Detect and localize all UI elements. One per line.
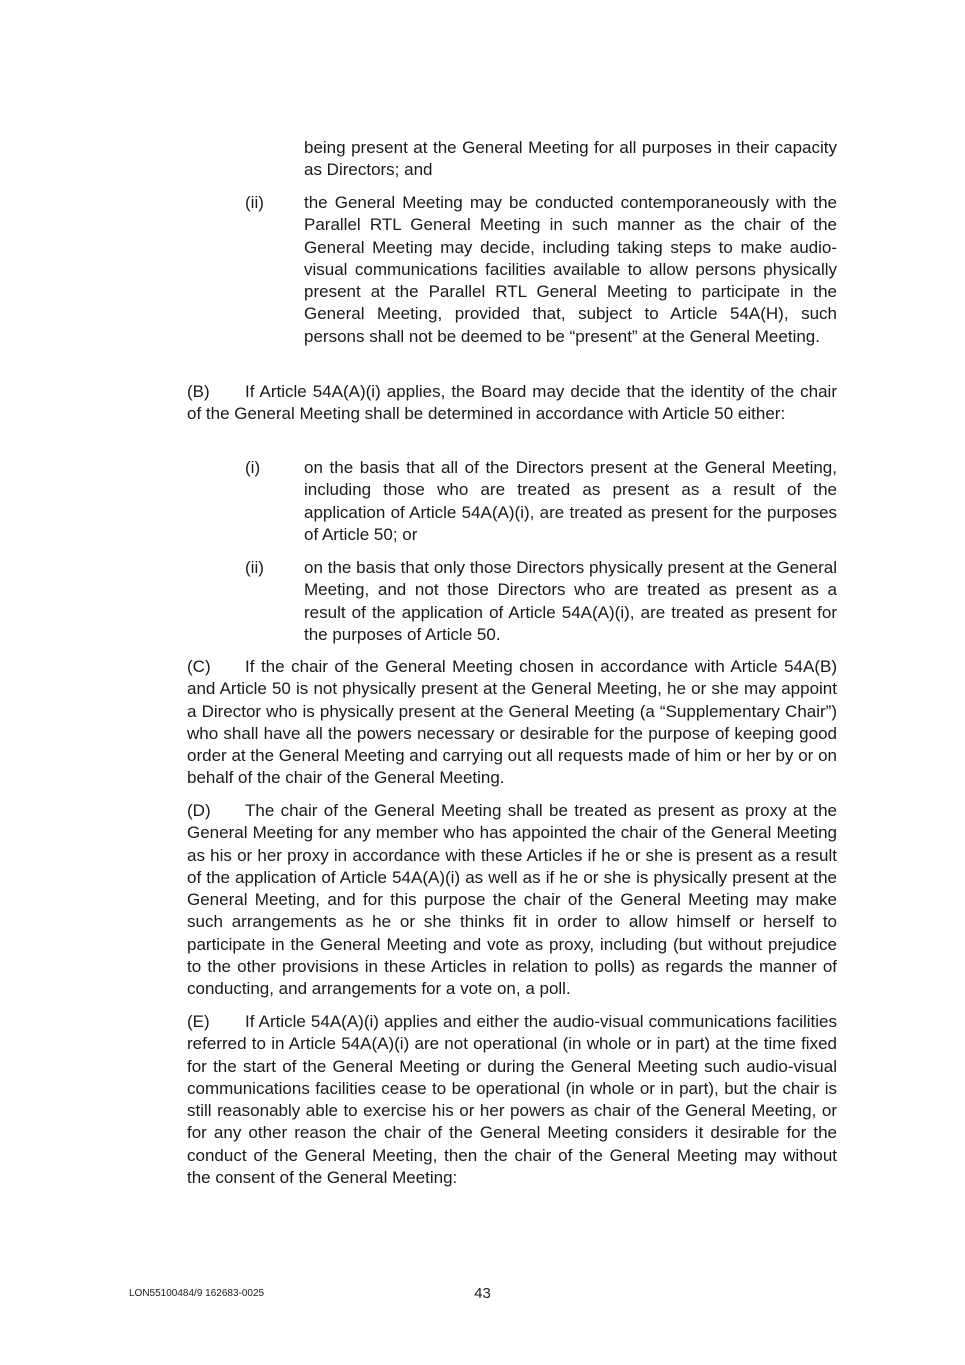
item-b-ii bbox=[245, 557, 837, 646]
paragraph-text: If the chair of the General Meeting chosen in accordance with Article 54A(B) and Article 50 is not physically present at the General Meeting, he or she may appoint a Director who is physically present at the General Meeting (a “Supplementary Chair”) who shall have all the powers necessary or desirable for the purpose of keeping good order at the General Meeting and carrying out all requests made of him or her by or on behalf of the chair of the General Meeting. bbox=[187, 657, 837, 788]
item-label: (i) bbox=[245, 458, 261, 477]
paragraph-text: If Article 54A(A)(i) applies and either the audio-visual communications facilities referred to in Article 54A(A)(i) are not operational (in whole or in part) at the time fixed for the start of the General Meeting or during the General Meeting such audio-visual communications facilities cease to be operational (in whole or in part), but the chair is still reasonably able to exercise his or her powers as chair of the General Meeting, or for any other reason the chair of the General Meeting considers it desirable for the conduct of the General Meeting, then the chair of the General Meeting may without the consent of the General Meeting: bbox=[187, 1012, 837, 1188]
item-ii-top bbox=[245, 192, 837, 348]
document-reference: LON55100484/9 162683-0025 bbox=[129, 1288, 265, 1299]
paragraph-c bbox=[187, 656, 837, 790]
paragraph-text: If Article 54A(A)(i) applies, the Board may decide that the identity of the chair of the General Meeting shall be determined in accordance with Article 50 either: bbox=[187, 382, 837, 424]
item-label: (ii) bbox=[245, 558, 264, 577]
item-text: the General Meeting may be conducted contemporaneously with the Parallel RTL General Meeting in such manner as the chair of the General Meeting may decide, including taking steps to make audio-visual communications facilities available to allow persons physically present at the Parallel RTL General Meeting to participate in the General Meeting, provided that, subject to Article 54A(H), such persons shall not be deemed to be “present” at the General Meeting. bbox=[304, 193, 837, 346]
paragraph-b bbox=[187, 381, 837, 426]
item-b-i bbox=[245, 457, 837, 546]
paragraph-d bbox=[187, 800, 837, 1001]
item-label: (ii) bbox=[245, 193, 264, 212]
item-text: on the basis that all of the Directors present at the General Meeting, including those who are treated as present as a result of the application of Article 54A(A)(i), are treated as present for the purposes of Article 50; or bbox=[304, 458, 837, 544]
paragraph-text: The chair of the General Meeting shall be treated as present as proxy at the General Meeting for any member who has appointed the chair of the General Meeting as his or her proxy in accordance with these Articles if he or she is present as a result of the application of Article 54A(A)(i) as well as if he or she is physically present at the General Meeting, and for this purpose the chair of the General Meeting may make such arrangements as he or she thinks fit in order to allow himself or herself to participate in the General Meeting and vote as proxy, including (but without prejudice to the other provisions in these Articles in relation to polls) as regards the manner of conducting, and arrangements for a vote on, a poll. bbox=[187, 801, 837, 999]
paragraph-e bbox=[187, 1011, 837, 1189]
paragraph-label: (E) bbox=[187, 1012, 210, 1031]
item-text: on the basis that only those Directors physically present at the General Meeting, and not those Directors who are treated as present as a result of the application of Article 54A(A)(i), are treated as present for the purposes of Article 50. bbox=[304, 558, 837, 644]
paragraph-label: (C) bbox=[187, 657, 211, 676]
paragraph-label: (B) bbox=[187, 382, 210, 401]
paragraph-label: (D) bbox=[187, 801, 211, 820]
page-number: 43 bbox=[474, 1285, 491, 1302]
continuation-text: being present at the General Meeting for all purposes in their capacity as Directors; and bbox=[304, 138, 837, 180]
